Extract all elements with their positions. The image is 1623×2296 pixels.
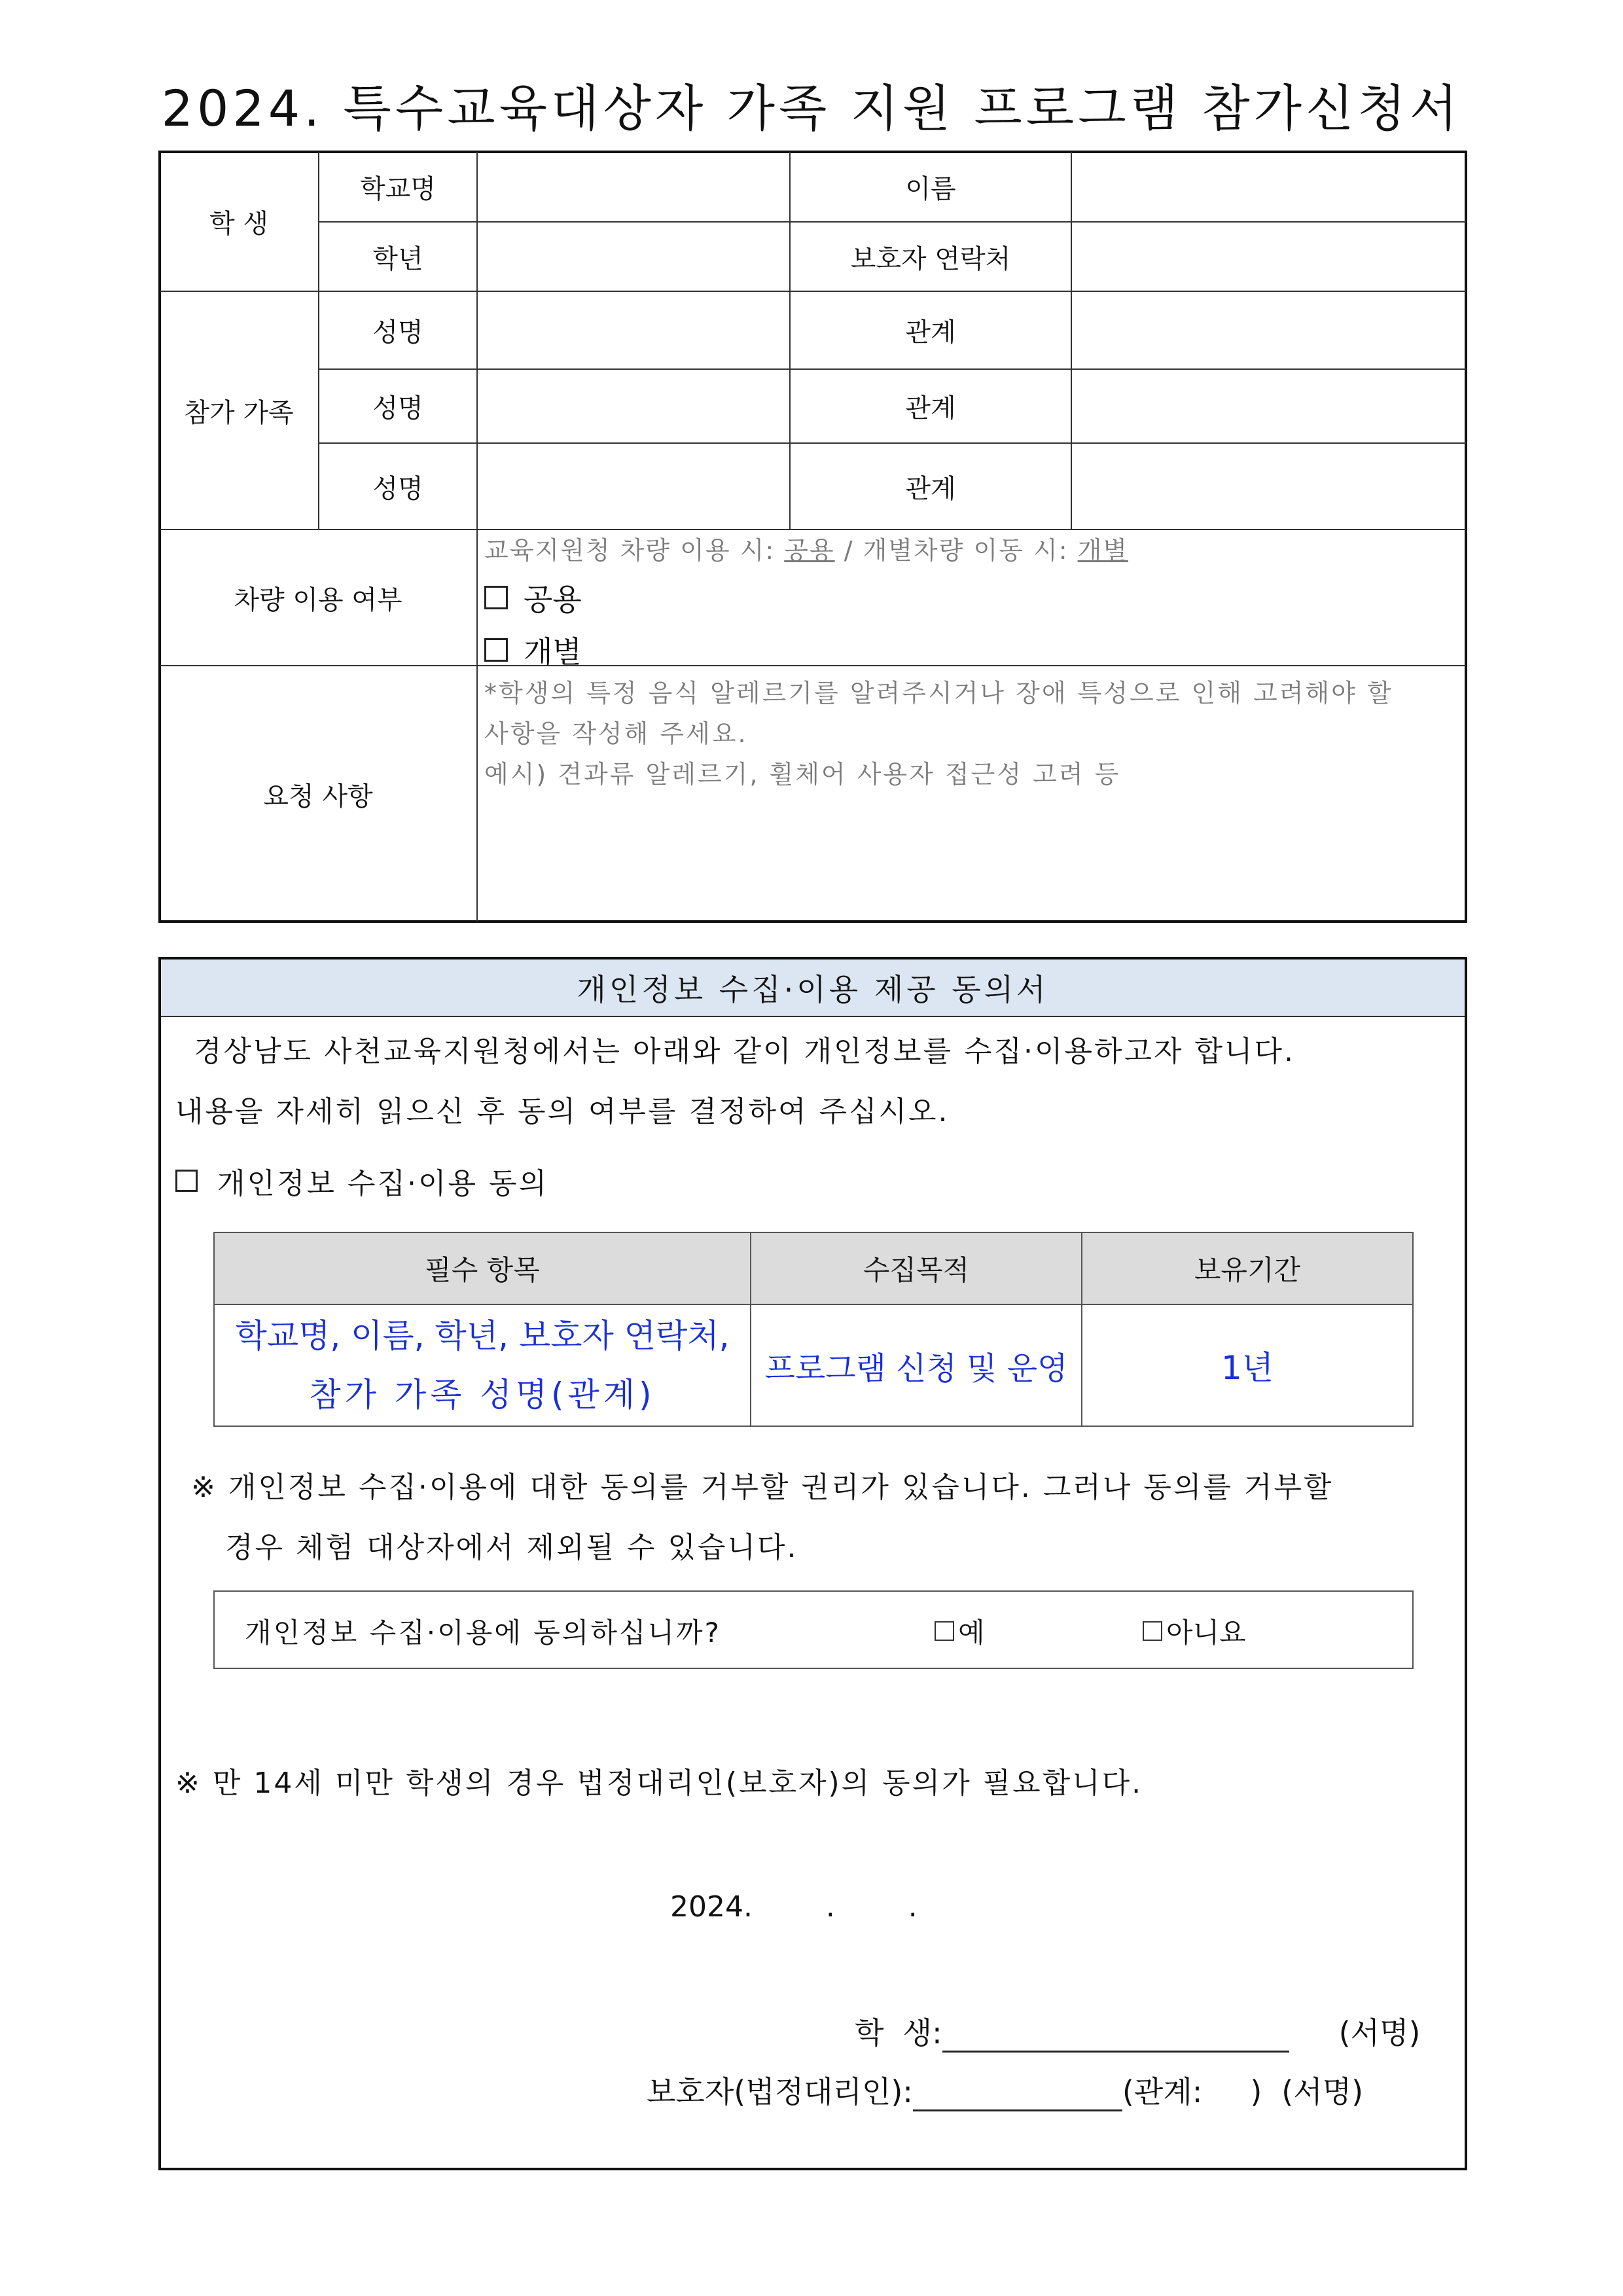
request-note-line: 사항을 작성해 주세요. (484, 719, 748, 748)
request-note (484, 673, 1393, 795)
guardian-signature-field[interactable] (913, 2081, 1122, 2111)
required-items-line: 참가 가족 성명(관계) (309, 1376, 656, 1414)
consent-no-label: 아니요 (1166, 1617, 1246, 1649)
checkbox-icon[interactable] (175, 1170, 198, 1192)
family-name-label: 성명 (372, 317, 423, 348)
family-name-field[interactable] (478, 370, 789, 442)
school-label: 학교명 (360, 173, 436, 204)
required-items-cell (215, 1305, 750, 1426)
grade-label: 학년 (372, 243, 423, 274)
family-name-field[interactable] (478, 292, 789, 368)
guardian-contact-field[interactable] (1072, 223, 1466, 291)
checkbox-icon[interactable] (1143, 1621, 1162, 1641)
vehicle-private-option[interactable] (484, 628, 582, 672)
family-relation-label: 관계 (905, 393, 956, 423)
name-label: 이름 (905, 173, 956, 204)
checkbox-icon[interactable] (484, 586, 508, 609)
school-field[interactable] (478, 152, 789, 221)
family-name-field[interactable] (478, 444, 789, 529)
family-relation-label: 관계 (905, 317, 956, 348)
required-items-line: 학교명, 이름, 학년, 보호자 연락처, (235, 1317, 730, 1355)
vehicle-note-private: 개별 (1077, 536, 1129, 565)
student-header: 학 생 (209, 208, 268, 239)
table-header-retention: 보유기간 (1194, 1254, 1301, 1286)
minor-notice: ※ 만 14세 미만 학생의 경우 법정대리인(보호자)의 동의가 필요합니다. (175, 1767, 1143, 1800)
request-note-line: *학생의 특정 음식 알레르기를 알려주시거나 장애 특성으로 인해 고려해야 할 (484, 679, 1393, 708)
consent-yes-label: 예 (958, 1617, 985, 1649)
guardian-contact-label: 보호자 연락처 (850, 243, 1011, 274)
student-signature-field[interactable] (942, 2022, 1289, 2053)
table-header-purpose: 수집목적 (863, 1254, 970, 1286)
guardian-signature-label: 보호자(법정대리인): (647, 2074, 913, 2109)
vehicle-public-label: 공용 (524, 582, 582, 617)
family-name-label: 성명 (372, 473, 423, 504)
family-relation-field[interactable] (1072, 370, 1466, 442)
request-field[interactable] (478, 792, 1466, 920)
vehicle-note (484, 530, 1128, 566)
vehicle-private-label: 개별 (524, 634, 582, 670)
guardian-signature-suffix: (서명) (1281, 2074, 1364, 2109)
consent-heading: 개인정보 수집·이용 제공 동의서 (161, 960, 1465, 1017)
purpose-cell: 프로그램 신청 및 운영 (764, 1350, 1068, 1387)
vehicle-header: 차량 이용 여부 (234, 584, 402, 615)
guardian-relation-label: (관계: ) (1122, 2074, 1262, 2109)
refusal-notice-2: 경우 체험 대상자에서 제외될 수 있습니다. (225, 1531, 798, 1564)
consent-checkbox[interactable] (175, 1160, 548, 1202)
retention-cell: 1년 (1221, 1349, 1274, 1387)
request-header: 요청 사항 (263, 781, 373, 812)
family-header: 참가 가족 (184, 397, 294, 428)
table-header-required: 필수 항목 (425, 1254, 540, 1286)
family-name-label: 성명 (372, 393, 423, 423)
request-note-line: 예시) 견과류 알레르기, 휠체어 사용자 접근성 고려 등 (484, 760, 1121, 789)
student-signature-row (855, 2009, 1420, 2053)
consent-checkbox-label: 개인정보 수집·이용 동의 (217, 1167, 548, 1200)
student-signature-label: 학 생: (855, 2015, 942, 2051)
checkbox-icon[interactable] (484, 638, 508, 662)
consent-intro-2: 내용을 자세히 읽으신 후 동의 여부를 결정하여 주십시오. (175, 1095, 950, 1128)
family-relation-field[interactable] (1072, 292, 1466, 368)
vehicle-note-prefix: 교육지원청 차량 이용 시: (484, 536, 785, 565)
consent-yes-option[interactable] (935, 1611, 985, 1651)
consent-no-option[interactable] (1143, 1611, 1246, 1651)
grade-field[interactable] (478, 223, 789, 291)
vehicle-public-option[interactable] (484, 576, 582, 619)
vehicle-note-public: 공용 (784, 536, 835, 565)
family-relation-label: 관계 (905, 473, 956, 504)
form-title: 2024. 특수교육대상자 가족 지원 프로그램 참가신청서 (161, 79, 1462, 137)
date-line: 2024. . . (670, 1890, 918, 1924)
consent-question: 개인정보 수집·이용에 동의하십니까? (245, 1617, 721, 1649)
checkbox-icon[interactable] (935, 1621, 954, 1641)
student-signature-suffix: (서명) (1338, 2015, 1421, 2051)
guardian-signature-row (647, 2068, 1363, 2111)
vehicle-note-mid: / 개별차량 이동 시: (834, 536, 1078, 565)
family-relation-field[interactable] (1072, 444, 1466, 529)
name-field[interactable] (1072, 152, 1466, 221)
consent-intro-1: 경상남도 사천교육지원청에서는 아래와 같이 개인정보를 수집·이용하고자 합니다. (194, 1035, 1296, 1068)
refusal-notice-1: ※ 개인정보 수집·이용에 대한 동의를 거부할 권리가 있습니다. 그러나 동의를 거부할 (191, 1471, 1334, 1504)
